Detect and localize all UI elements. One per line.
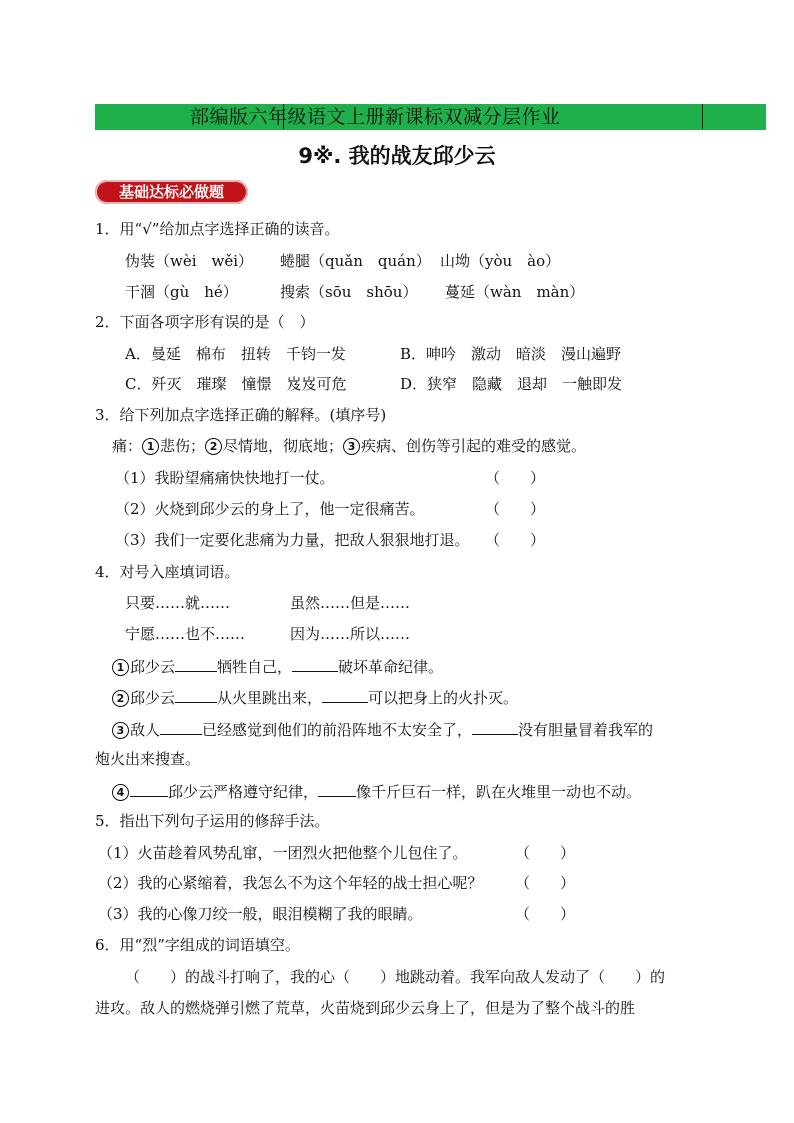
fill-blank[interactable]	[130, 780, 168, 797]
circled-number-icon: 3	[343, 438, 360, 455]
q3-def: 疾病、创伤等引起的难受的感觉。	[361, 437, 587, 455]
q3-def-prefix: 痛：	[112, 437, 143, 455]
q4-word: 因为……所以……	[290, 625, 411, 643]
answer-paren[interactable]: （ ）	[485, 531, 546, 549]
circled-number-icon: 3	[112, 722, 129, 739]
q6-paragraph: （ ）的战斗打响了，我的心（ ）地跳动着。我军向敌人发动了（ ）的	[125, 968, 666, 986]
q4-text: 牺牲自己，	[217, 658, 293, 676]
q2-stem: 2．下面各项字形有误的是（ ）	[95, 313, 315, 331]
q3-def: 尽情地，彻底地；	[223, 437, 344, 455]
q4-text: 邱少云	[130, 658, 176, 676]
q1-item: 搜索（sōu shōu）	[280, 283, 418, 301]
q2-option-b: B．呻吟 激动 暗淡 漫山遍野	[400, 345, 622, 363]
fill-blank[interactable]	[322, 686, 368, 703]
q4-item	[112, 686, 518, 708]
circled-number-icon: 1	[112, 659, 129, 676]
q5-stem: 5．指出下列句子运用的修辞手法。	[95, 812, 330, 830]
answer-paren[interactable]: （ ）	[485, 500, 546, 518]
q4-text: 已经感觉到他们的前沿阵地不太安全了，	[202, 721, 473, 739]
header-banner	[95, 104, 766, 130]
section-badge: 基础达标必做题	[95, 180, 248, 204]
q3-sentence: （2）火烧到邱少云的身上了，他一定很痛苦。	[115, 500, 425, 518]
fill-blank[interactable]	[160, 718, 202, 735]
circled-number-icon: 1	[142, 438, 159, 455]
circled-number-icon: 4	[112, 784, 129, 801]
fill-blank[interactable]	[318, 780, 356, 797]
q4-text: 敌人	[130, 721, 161, 739]
q2-option-a: A．曼延 棉布 扭转 千钧一发	[125, 345, 346, 363]
q1-stem: 1．用“√”给加点字选择正确的读音。	[95, 220, 340, 238]
q6-stem: 6．用“烈”字组成的词语填空。	[95, 936, 300, 954]
q5-sentence: （2）我的心紧缩着，我怎么不为这个年轻的战士担心呢？	[98, 874, 483, 892]
page-title: 9※. 我的战友邱少云	[298, 144, 496, 168]
fill-blank[interactable]	[175, 655, 217, 672]
q5-sentence: （1）火苗趁着风势乱窜，一团烈火把他整个儿包住了。	[98, 844, 468, 862]
q4-text: 邱少云	[130, 689, 176, 707]
q4-item	[112, 780, 641, 802]
q4-item	[112, 655, 443, 677]
banner-text: 部编版六年级语文上册新课标双减分层作业	[190, 106, 561, 128]
q1-item: 干涸（gù hé）	[125, 283, 238, 301]
q5-sentence: （3）我的心像刀绞一般，眼泪模糊了我的眼睛。	[98, 905, 423, 923]
q1-item: 蔓延（wàn màn）	[445, 283, 585, 301]
q4-text: 炮火出来搜查。	[95, 750, 201, 768]
fill-blank[interactable]	[175, 686, 217, 703]
circled-number-icon: 2	[112, 690, 129, 707]
answer-paren[interactable]: （ ）	[515, 905, 576, 923]
q4-word: 虽然……但是……	[290, 594, 411, 612]
q4-word: 只要……就……	[125, 594, 231, 612]
q4-item	[112, 718, 653, 740]
answer-paren[interactable]: （ ）	[485, 469, 546, 487]
q2-option-d: D．狭窄 隐藏 退却 一触即发	[400, 375, 623, 393]
q1-item: 伪装（wèi wěi）	[125, 252, 254, 270]
q4-stem: 4．对号入座填词语。	[95, 563, 240, 581]
q2-option-c: C．歼灭 璀璨 憧憬 岌岌可危	[125, 375, 347, 393]
q4-text: 像千斤巨石一样，趴在火堆里一动也不动。	[356, 783, 642, 801]
q4-text: 从火里跳出来，	[217, 689, 323, 707]
q4-text: 可以把身上的火扑灭。	[368, 689, 519, 707]
q4-text: 没有胆量冒着我军的	[518, 721, 654, 739]
q4-text: 破坏革命纪律。	[338, 658, 444, 676]
fill-blank[interactable]	[292, 655, 338, 672]
answer-paren[interactable]: （ ）	[515, 844, 576, 862]
q1-item: 山坳（yòu ào）	[440, 252, 561, 270]
fill-blank[interactable]	[472, 718, 518, 735]
circled-number-icon: 2	[205, 438, 222, 455]
answer-paren[interactable]: （ ）	[515, 874, 576, 892]
q4-text: 邱少云严格遵守纪律，	[168, 783, 319, 801]
q3-sentence: （3）我们一定要化悲痛为力量，把敌人狠狠地打退。	[115, 531, 470, 549]
q3-stem: 3．给下列加点字选择正确的解释。(填序号)	[95, 406, 387, 424]
q3-sentence: （1）我盼望痛痛快快地打一仗。	[115, 469, 335, 487]
q3-def: 悲伤；	[160, 437, 206, 455]
q3-definitions	[112, 436, 586, 456]
q4-word: 宁愿……也不……	[125, 625, 246, 643]
q1-item: 蜷腿（quǎn quán）	[280, 252, 431, 270]
q6-paragraph: 进攻。敌人的燃烧弹引燃了荒草，火苗烧到邱少云身上了，但是为了整个战斗的胜	[95, 999, 636, 1017]
